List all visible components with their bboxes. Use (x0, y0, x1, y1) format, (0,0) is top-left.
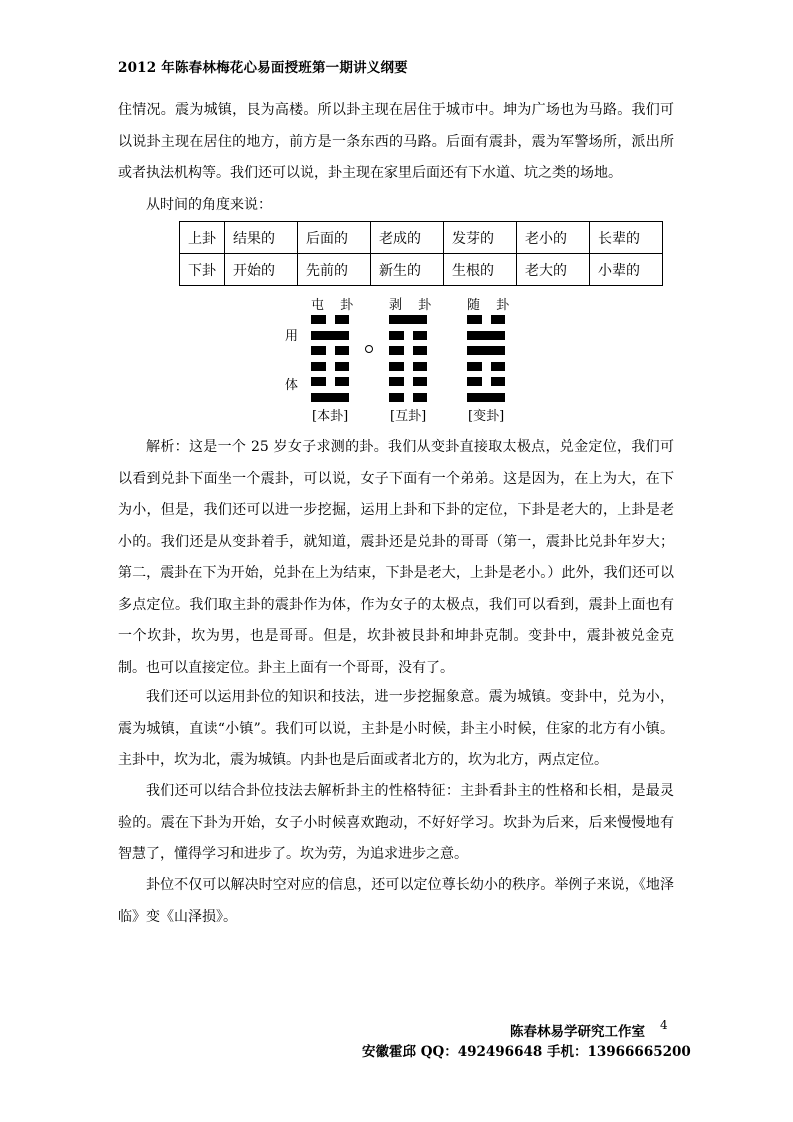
line-segment (491, 377, 506, 386)
yang-line (311, 393, 349, 402)
table-row (180, 254, 663, 286)
line-segment (311, 315, 326, 324)
line-segment (389, 315, 427, 324)
table-cell: 老成的 (371, 222, 444, 254)
hexagram-role-label: [变卦] (468, 409, 505, 424)
line-segment (335, 346, 350, 355)
yang-line (467, 393, 505, 402)
line-segment (413, 331, 428, 340)
yin-line (389, 377, 427, 386)
paragraph: 解析：这是一个 25 岁女子求测的卦。我们从变卦直接取太极点，兑金定位，我们可以看到兑卦下面坐一个震卦，可以说，女子下面有一个弟弟。这是因为，在上为大，在下为小，但是，我们还可以进一步挖掘，运用上卦和下卦的定位，下卦是老大的，上卦是老小的。我们还是从变卦着手，就知道，震卦还是兑卦的哥哥（第一，震卦比兑卦年岁大；第二，震卦在下为开始，兑卦在上为结束，下卦是老大，上卦是老小。）此外，我们还可以多点定位。我们取主卦的震卦作为体，作为女子的太极点，我们可以看到，震卦上面也有一个坎卦，坎为男，也是哥哥。但是，坎卦被艮卦和坤卦克制。变卦中，震卦被兑金克制。也可以直接定位。卦主上面有一个哥哥，没有了。 (118, 439, 674, 676)
hexagram-role-label: [互卦] (390, 409, 427, 424)
yang-line (389, 315, 427, 324)
hexagram-name: 剥 卦 (389, 298, 438, 313)
ti-label: 体 (285, 378, 299, 393)
page-number: 4 (660, 1018, 668, 1032)
line-segment (389, 331, 404, 340)
table-cell: 结果的 (225, 222, 298, 254)
line-segment (335, 362, 350, 371)
yin-line (311, 377, 349, 386)
yin-line (467, 315, 505, 324)
yin-line (389, 362, 427, 371)
paragraph: 卦位不仅可以解决时空对应的信息，还可以定位尊长幼小的秩序。举例子来说，《地泽临》变《山泽损》。 (118, 877, 674, 925)
table-cell: 老小的 (517, 222, 590, 254)
table-cell: 长辈的 (590, 222, 663, 254)
yin-line (467, 362, 505, 371)
yin-line (389, 331, 427, 340)
line-segment (467, 315, 482, 324)
table-cell: 小辈的 (590, 254, 663, 286)
yang-line (467, 346, 505, 355)
line-segment (467, 393, 505, 402)
table-cell: 上卦 (180, 222, 225, 254)
hexagram-role-label: [本卦] (312, 409, 349, 424)
yin-line (389, 393, 427, 402)
line-segment (311, 393, 349, 402)
circle-marker-icon (365, 345, 373, 353)
yin-line (389, 346, 427, 355)
table-cell: 下卦 (180, 254, 225, 286)
yang-line (311, 331, 349, 340)
hexagram-name: 屯 卦 (311, 298, 360, 313)
yin-line (311, 346, 349, 355)
yin-line (311, 362, 349, 371)
table-cell: 老大的 (517, 254, 590, 286)
line-segment (491, 362, 506, 371)
table-row (180, 222, 663, 254)
table-cell: 后面的 (298, 222, 371, 254)
line-segment (467, 331, 505, 340)
line-segment (311, 346, 326, 355)
yin-line (467, 377, 505, 386)
line-segment (413, 393, 428, 402)
yin-line (311, 315, 349, 324)
paragraph: 从时间的角度来说： (146, 197, 272, 213)
yong-label: 用 (285, 329, 299, 344)
paragraph: 住情况。震为城镇，艮为高楼。所以卦主现在居住于城市中。坤为广场也为马路。我们可以说卦主现在居住的地方，前方是一条东西的马路。后面有震卦，震为军警场所，派出所或者执法机构等。我们还可以说，卦主现在家里后面还有下水道、坑之类的场地。 (118, 102, 674, 181)
line-segment (311, 362, 326, 371)
paragraph: 我们还可以结合卦位技法去解析卦主的性格特征：主卦看卦主的性格和长相，是最灵验的。震在下卦为开始，女子小时候喜欢跑动，不好好学习。坎卦为后来，后来慢慢地有智慧了，懂得学习和进步了。坎为劳，为追求进步之意。 (118, 783, 674, 862)
line-segment (335, 377, 350, 386)
line-segment (413, 362, 428, 371)
line-segment (389, 377, 404, 386)
line-segment (311, 331, 349, 340)
footer-contact: 安徽霍邱 QQ：492496648 手机：13966665200 (362, 1044, 691, 1060)
table-cell: 先前的 (298, 254, 371, 286)
paragraph: 我们还可以运用卦位的知识和技法，进一步挖掘象意。震为城镇。变卦中，兑为小，震为城镇，直读“小镇”。我们可以说，主卦是小时候，卦主小时候，住家的北方有小镇。主卦中，坎为北，震为城镇。内卦也是后面或者北方的，坎为北方，两点定位。 (118, 689, 674, 768)
line-segment (413, 377, 428, 386)
line-segment (389, 346, 404, 355)
line-segment (467, 377, 482, 386)
time-perspective-table (179, 221, 663, 286)
hexagram-name: 随 卦 (467, 298, 516, 313)
table-cell: 生根的 (444, 254, 517, 286)
line-segment (389, 393, 404, 402)
yang-line (467, 331, 505, 340)
table-cell: 发芽的 (444, 222, 517, 254)
footer-studio: 陈春林易学研究工作室 (510, 1024, 645, 1040)
line-segment (335, 315, 350, 324)
page-header-title: 2012 年陈春林梅花心易面授班第一期讲义纲要 (118, 60, 408, 76)
line-segment (467, 362, 482, 371)
line-segment (311, 377, 326, 386)
line-segment (413, 346, 428, 355)
line-segment (389, 362, 404, 371)
table-cell: 开始的 (225, 254, 298, 286)
line-segment (467, 346, 505, 355)
line-segment (491, 315, 506, 324)
table-cell: 新生的 (371, 254, 444, 286)
